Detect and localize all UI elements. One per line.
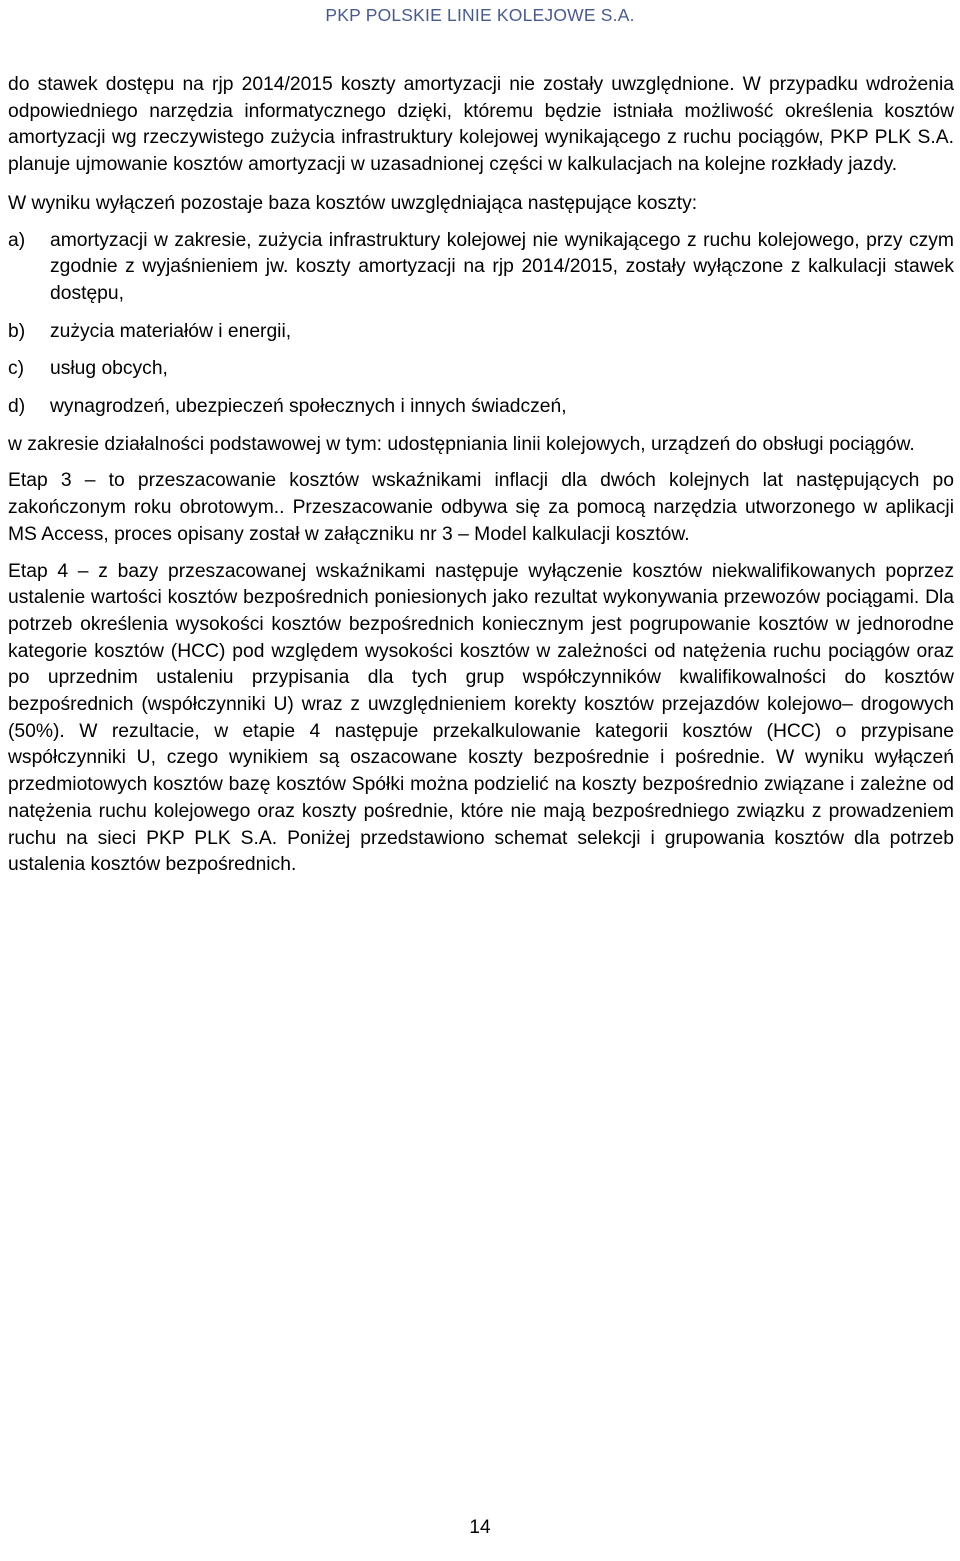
list-item [8,228,954,308]
list-marker: b) [8,320,26,342]
paragraph-stage-4: Etap 4 – z bazy przeszacowanej wskaźnikami następuje wyłączenie kosztów niekwalifikowanych poprzez ustalenie wartości kosztów bezpośrednich poniesionych jako rezultat wykonywania przewozów pociągami. Dla potrzeb określenia wysokości kosztów bezpośrednich koniecznym jest pogrupowanie kosztów w jednorodne kategorie kosztów (HCC) pod względem wysokości kosztów w zależności od natężenia ruchu pociągów oraz po uprzednim ustaleniu przypisania dla tych grup współczynników kwalifikowalności do kosztów bezpośrednich (współczynniki U) wraz z uwzględnieniem korekty kosztów przejazdów kolejowo– drogowych (50%). W rezultacie, w etapie 4 następuje przekalkulowanie kategorii kosztów (HCC) o przypisane współczynniki U, czego wynikiem są oszacowane koszty bezpośrednie i pośrednie. W wyniku wyłączeń przedmiotowych kosztów bazę kosztów Spółki można podzielić na koszty bezpośrednio związane i zależne od natężenia ruchu kolejowego oraz koszty pośrednie, które nie mają bezpośredniego związku z prowadzeniem ruchu na sieci PKP PLK S.A. Poniżej przedstawiono schemat selekcji i grupowania kosztów dla potrzeb ustalenia kosztów bezpośrednich. [8,560,954,876]
paragraph-amortization: do stawek dostępu na rjp 2014/2015 koszty amortyzacji nie zostały uwzględnione. W przypadku wdrożenia odpowiedniego narzędzia informatycznego dzięki, któremu będzie istniała możliwość określenia kosztów amortyzacji wg rzeczywistego zużycia infrastruktury kolejowej wynikającego z ruchu pociągów, PKP PLK S.A. planuje ujmowanie kosztów amortyzacji w uzasadnionej części w kalkulacjach na kolejne rozkłady jazdy. [8,74,954,176]
paragraph-scope: w zakresie działalności podstawowej w tym: udostępniania linii kolejowych, urządzeń do obsługi pociągów. [8,433,915,455]
cost-list [8,228,954,421]
document-body [8,72,954,889]
list-marker: a) [8,229,26,251]
list-item [8,319,954,346]
list-item [8,356,954,383]
list-item [8,394,954,421]
list-marker: d) [8,396,26,418]
paragraph-cost-base-intro: W wyniku wyłączeń pozostaje baza kosztów uwzględniająca następujące koszty: [8,192,698,214]
list-item-text: wynagrodzeń, ubezpieczeń społecznych i innych świadczeń, [50,396,567,418]
list-item-text: amortyzacji w zakresie, zużycia infrastruktury kolejowej nie wynikającego z ruchu kolejowego, przy czym zgodnie z wyjaśnieniem jw. koszty amortyzacji na rjp 2014/2015, zostały wyłączone z kalkulacji stawek dostępu, [50,229,954,304]
list-item-text: zużycia materiałów i energii, [50,320,292,342]
list-marker: c) [8,358,25,380]
header-title: PKP POLSKIE LINIE KOLEJOWE S.A. [325,5,635,25]
paragraph-stage-3: Etap 3 – to przeszacowanie kosztów wskaźnikami inflacji dla dwóch kolejnych lat następujących po zakończonym roku obrotowym.. Przeszacowanie odbywa się za pomocą narzędzia utworzonego w aplikacji MS Access, proces opisany został w załączniku nr 3 – Model kalkulacji kosztów. [8,470,954,545]
list-item-text: usług obcych, [50,358,168,380]
page-number: 14 [469,1517,491,1538]
page-header [0,0,960,30]
